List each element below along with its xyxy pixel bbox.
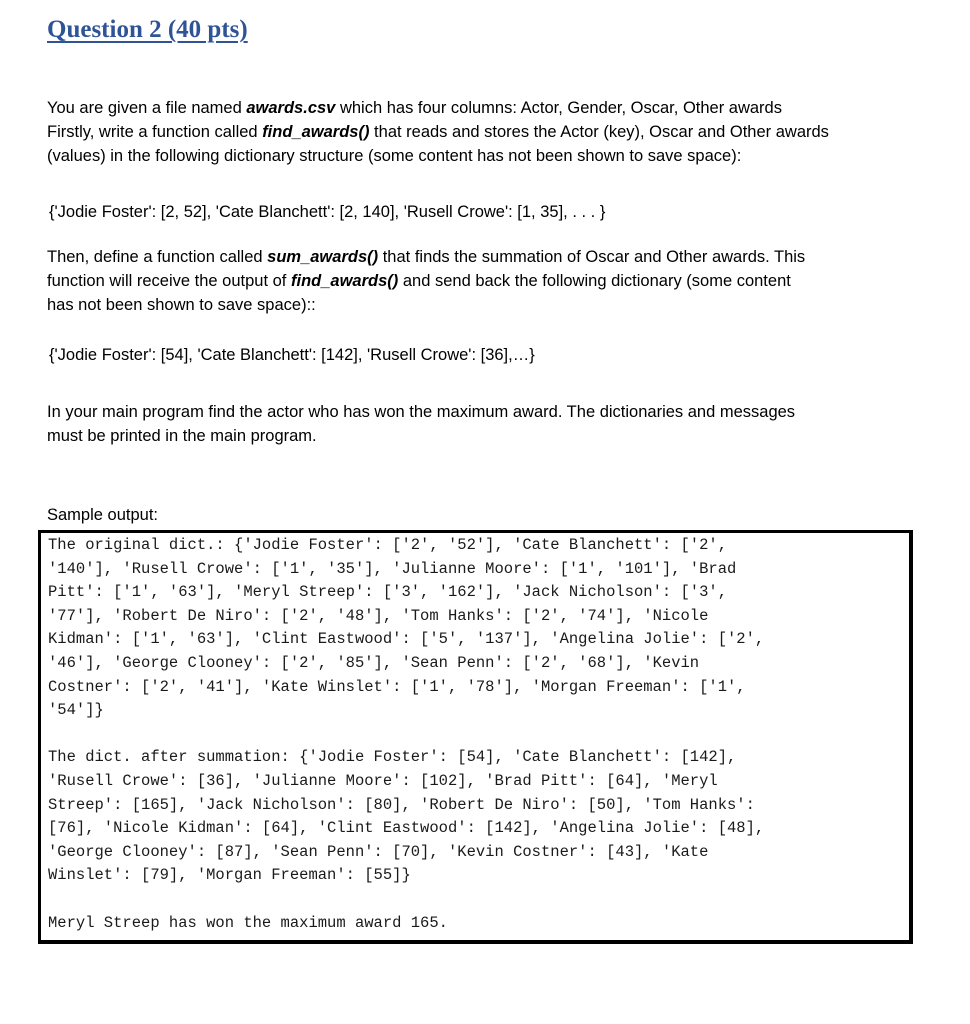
question-title: Question 2 (40 pts)	[47, 16, 248, 43]
then-line-3: has not been shown to save space)::	[47, 296, 316, 314]
intro-line-2: Firstly, write a function called find_awards() that reads and stores the Actor (key), Oscar and Other awards	[47, 123, 829, 141]
intro-line-1: You are given a file named awards.csv which has four columns: Actor, Gender, Oscar, Other awards	[47, 99, 782, 117]
intro-paragraph	[47, 96, 917, 168]
output-result-line: Meryl Streep has won the maximum award 165.	[48, 914, 448, 932]
example-dictionary-1: {'Jodie Foster': [2, 52], 'Cate Blanchett': [2, 140], 'Rusell Crowe': [1, 35], . . . }	[49, 203, 606, 221]
main-paragraph	[47, 400, 917, 448]
output-line: 'Rusell Crowe': [36], 'Julianne Moore': [102], 'Brad Pitt': [64], 'Meryl	[48, 772, 718, 790]
then-line-2: function will receive the output of find_awards() and send back the following dictionary (some content	[47, 272, 791, 290]
then-paragraph	[47, 245, 917, 317]
then-line-1: Then, define a function called sum_awards() that finds the summation of Oscar and Other awards. This	[47, 248, 806, 266]
output-line: [76], 'Nicole Kidman': [64], 'Clint Eastwood': [142], 'Angelina Jolie': [48],	[48, 819, 765, 837]
output-line: '77'], 'Robert De Niro': ['2', '48'], 'Tom Hanks': ['2', '74'], 'Nicole	[48, 607, 709, 625]
output-line: '54']}	[48, 701, 104, 719]
output-line: Winslet': [79], 'Morgan Freeman': [55]}	[48, 866, 411, 884]
sum-awards-function: sum_awards()	[267, 248, 379, 266]
output-line: The dict. after summation: {'Jodie Foster': [54], 'Cate Blanchett': [142],	[48, 748, 737, 766]
output-line: '140'], 'Rusell Crowe': ['1', '35'], 'Julianne Moore': ['1', '101'], 'Brad	[48, 560, 737, 578]
output-line: '46'], 'George Clooney': ['2', '85'], 'Sean Penn': ['2', '68'], 'Kevin	[48, 654, 700, 672]
example-dictionary-2: {'Jodie Foster': [54], 'Cate Blanchett': [142], 'Rusell Crowe': [36],…}	[49, 346, 535, 364]
intro-line-3: (values) in the following dictionary structure (some content has not been shown to save space):	[47, 147, 742, 165]
output-line: Streep': [165], 'Jack Nicholson': [80], 'Robert De Niro': [50], 'Tom Hanks':	[48, 796, 755, 814]
output-line: The original dict.: {'Jodie Foster': ['2', '52'], 'Cate Blanchett': ['2',	[48, 536, 728, 554]
output-line: Pitt': ['1', '63'], 'Meryl Streep': ['3', '162'], 'Jack Nicholson': ['3',	[48, 583, 728, 601]
main-line-1: In your main program find the actor who has won the maximum award. The dictionaries and messages	[47, 403, 796, 421]
output-line: Costner': ['2', '41'], 'Kate Winslet': ['1', '78'], 'Morgan Freeman': ['1',	[48, 678, 746, 696]
find-awards-function: find_awards()	[262, 123, 370, 141]
output-line: 'George Clooney': [87], 'Sean Penn': [70], 'Kevin Costner': [43], 'Kate	[48, 843, 709, 861]
file-name: awards.csv	[246, 99, 336, 117]
find-awards-function-ref: find_awards()	[290, 272, 399, 290]
output-line: Kidman': ['1', '63'], 'Clint Eastwood': ['5', '137'], 'Angelina Jolie': ['2',	[48, 630, 765, 648]
sample-output-label: Sample output:	[47, 506, 158, 524]
main-line-2: must be printed in the main program.	[47, 427, 317, 445]
